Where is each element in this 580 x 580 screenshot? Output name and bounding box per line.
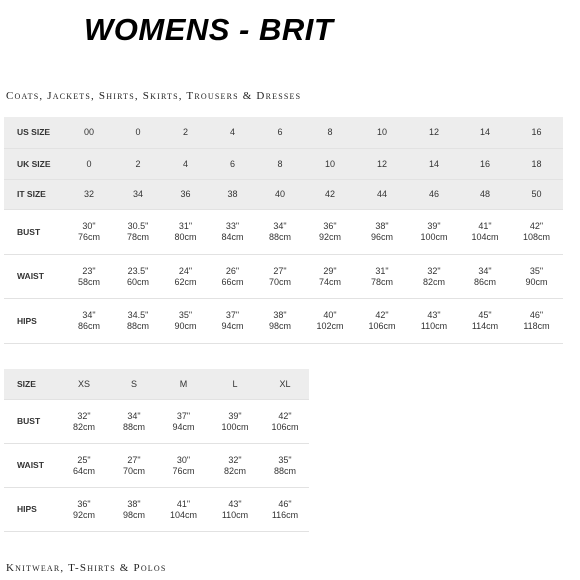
cell-value: 00	[83, 127, 94, 138]
table-cell	[256, 254, 304, 298]
table-cell	[356, 298, 408, 343]
row-label: WAIST	[4, 254, 64, 298]
table-cell	[261, 443, 309, 487]
cell-value: 0	[135, 127, 141, 138]
table-cell	[356, 117, 408, 148]
table-cell	[408, 179, 460, 209]
cell-value-secondary: 92cm	[72, 509, 95, 520]
cell-value-secondary: 88cm	[268, 232, 291, 242]
cell-value: 40	[274, 189, 285, 199]
cell-value: 16	[531, 127, 542, 138]
cell-value: XL	[279, 378, 291, 389]
cell-value: 34.5"	[127, 310, 149, 320]
cell-value-secondary: 76cm	[172, 465, 195, 476]
table-cell	[510, 117, 563, 148]
table-cell	[510, 148, 563, 179]
cell-value: 10	[324, 158, 335, 169]
table-cell	[510, 209, 563, 254]
row-label: BUST	[4, 399, 58, 443]
row-label: WAIST	[4, 443, 58, 487]
cell-value: 6	[277, 127, 283, 138]
cell-value-secondary: 94cm	[221, 321, 244, 331]
cell-value: 42"	[529, 221, 544, 231]
cell-value: 30.5"	[127, 221, 149, 231]
table-cell	[304, 117, 356, 148]
cell-value-secondary: 98cm	[268, 321, 291, 331]
cell-value-secondary: 86cm	[473, 276, 496, 287]
table-row	[4, 254, 563, 298]
cell-value: 26"	[225, 265, 240, 276]
cell-value: 23.5"	[127, 265, 149, 276]
table-cell	[209, 179, 256, 209]
cell-value: S	[130, 378, 137, 389]
table-cell	[158, 369, 209, 399]
cell-value: 36"	[323, 221, 337, 231]
row-label: BUST	[4, 209, 64, 254]
table-cell	[356, 179, 408, 209]
table-cell	[256, 179, 304, 209]
table-row	[4, 117, 563, 148]
cell-value-secondary: 104cm	[471, 232, 499, 242]
table-row	[4, 148, 563, 179]
cell-value-secondary: 110cm	[420, 321, 448, 331]
table-cell	[162, 179, 209, 209]
size-table-coats	[4, 117, 563, 344]
cell-value: 43"	[427, 310, 441, 320]
cell-value: 41"	[478, 221, 492, 231]
table-cell	[209, 254, 256, 298]
cell-value-secondary: 66cm	[221, 276, 244, 287]
cell-value: 4	[182, 158, 188, 169]
cell-value: L	[232, 378, 238, 389]
cell-value: 34"	[273, 221, 287, 231]
cell-value: 36"	[77, 498, 91, 509]
table-cell	[162, 148, 209, 179]
cell-value: 42"	[375, 310, 389, 320]
cell-value: 31"	[178, 221, 193, 231]
cell-value-secondary: 80cm	[174, 232, 197, 242]
table-cell	[256, 209, 304, 254]
cell-value-secondary: 106cm	[271, 421, 299, 432]
cell-value: 35"	[278, 454, 292, 465]
cell-value: 23"	[82, 265, 96, 276]
section-heading-knitwear: Knitwear, T-Shirts & Polos	[6, 562, 167, 574]
table-cell	[110, 369, 158, 399]
cell-value-secondary: 108cm	[522, 232, 550, 242]
cell-value: 24"	[178, 265, 193, 276]
table-cell	[114, 179, 162, 209]
cell-value: 30"	[176, 454, 191, 465]
cell-value-secondary: 86cm	[77, 321, 100, 331]
cell-value: 41"	[176, 498, 191, 509]
table-cell	[158, 487, 209, 531]
cell-value: 34"	[82, 310, 96, 320]
cell-value-secondary: 84cm	[221, 232, 244, 242]
table-cell	[304, 209, 356, 254]
table-cell	[110, 487, 158, 531]
cell-value: 50	[531, 189, 542, 199]
cell-value-secondary: 78cm	[370, 276, 393, 287]
cell-value: 32"	[228, 454, 242, 465]
table-cell	[158, 399, 209, 443]
cell-value-secondary: 114cm	[471, 321, 499, 331]
cell-value: 32"	[427, 265, 441, 276]
cell-value: 42	[324, 189, 335, 199]
table-cell	[256, 148, 304, 179]
cell-value: 2	[182, 127, 188, 138]
cell-value: 12	[428, 127, 439, 138]
cell-value: 14	[479, 127, 490, 138]
table-cell	[58, 443, 110, 487]
cell-value-secondary: 88cm	[126, 321, 149, 331]
table-row	[4, 443, 309, 487]
cell-value-secondary: 58cm	[77, 276, 100, 287]
cell-value: 2	[135, 158, 141, 169]
table-row	[4, 209, 563, 254]
cell-value: 37"	[176, 410, 191, 421]
table-cell	[460, 209, 510, 254]
cell-value: M	[179, 378, 188, 389]
cell-value-secondary: 82cm	[422, 276, 445, 287]
table-cell	[460, 298, 510, 343]
page-title: WOMENS - BRIT	[84, 12, 334, 47]
table-cell	[256, 117, 304, 148]
cell-value: 38	[227, 189, 238, 199]
table-cell	[209, 487, 261, 531]
cell-value-secondary: 64cm	[72, 465, 95, 476]
table-cell	[209, 298, 256, 343]
table-cell	[64, 117, 114, 148]
cell-value: 25"	[77, 454, 91, 465]
table-cell	[261, 399, 309, 443]
cell-value: 35"	[178, 310, 193, 320]
cell-value-secondary: 70cm	[122, 465, 145, 476]
table-row	[4, 487, 309, 531]
table-cell	[304, 179, 356, 209]
cell-value: 32"	[77, 410, 91, 421]
cell-value: 16	[479, 158, 490, 169]
row-label: HIPS	[4, 298, 64, 343]
cell-value-secondary: 100cm	[420, 232, 448, 242]
cell-value-secondary: 88cm	[122, 421, 145, 432]
cell-value: 0	[86, 158, 92, 169]
table-cell	[58, 487, 110, 531]
cell-value: 46"	[529, 310, 544, 320]
table-cell	[162, 117, 209, 148]
table-cell	[209, 209, 256, 254]
cell-value-secondary: 100cm	[221, 421, 249, 432]
table-row	[4, 369, 309, 399]
table-cell	[256, 298, 304, 343]
table-cell	[158, 443, 209, 487]
cell-value: 37"	[225, 310, 240, 320]
cell-value-secondary: 106cm	[368, 321, 396, 331]
table-cell	[114, 117, 162, 148]
table-cell	[209, 148, 256, 179]
table-cell	[114, 254, 162, 298]
table-cell	[408, 148, 460, 179]
table-cell	[408, 298, 460, 343]
table-cell	[408, 209, 460, 254]
cell-value-secondary: 96cm	[370, 232, 393, 242]
cell-value: 45"	[478, 310, 492, 320]
cell-value-secondary: 74cm	[318, 276, 341, 287]
cell-value: 33"	[225, 221, 240, 231]
cell-value: 46	[428, 189, 439, 199]
cell-value: 6	[229, 158, 235, 169]
table-cell	[162, 209, 209, 254]
table-row	[4, 399, 309, 443]
cell-value-secondary: 76cm	[77, 232, 100, 242]
cell-value-secondary: 78cm	[126, 232, 149, 242]
table-cell	[304, 148, 356, 179]
cell-value: 4	[229, 127, 235, 138]
cell-value: 27"	[273, 265, 287, 276]
table-cell	[356, 254, 408, 298]
cell-value-secondary: 104cm	[169, 509, 197, 520]
cell-value-secondary: 60cm	[126, 276, 149, 287]
cell-value: 18	[531, 158, 542, 169]
cell-value: 48	[479, 189, 490, 199]
section-heading-coats: Coats, Jackets, Shirts, Skirts, Trousers & Dresses	[6, 90, 302, 102]
row-label: SIZE	[4, 369, 58, 399]
cell-value: 46"	[278, 498, 292, 509]
table-cell	[261, 369, 309, 399]
cell-value-secondary: 98cm	[122, 509, 145, 520]
table-cell	[64, 298, 114, 343]
row-label: HIPS	[4, 487, 58, 531]
table-cell	[356, 148, 408, 179]
cell-value: 42"	[278, 410, 292, 421]
cell-value: 43"	[228, 498, 242, 509]
cell-value: 8	[277, 158, 283, 169]
table-cell	[58, 369, 110, 399]
cell-value-secondary: 102cm	[316, 321, 344, 331]
cell-value: 44	[376, 189, 387, 199]
cell-value-secondary: 70cm	[268, 276, 291, 287]
table-cell	[304, 254, 356, 298]
table-cell	[408, 254, 460, 298]
table-cell	[114, 148, 162, 179]
table-cell	[209, 117, 256, 148]
table-cell	[304, 298, 356, 343]
table-cell	[114, 298, 162, 343]
row-label: UK SIZE	[4, 148, 64, 179]
cell-value-secondary: 88cm	[273, 465, 296, 476]
row-label: US SIZE	[4, 117, 64, 148]
table-cell	[460, 254, 510, 298]
cell-value: 40"	[323, 310, 337, 320]
table-cell	[58, 399, 110, 443]
cell-value-secondary: 116cm	[271, 509, 299, 520]
table-cell	[110, 399, 158, 443]
cell-value-secondary: 82cm	[223, 465, 246, 476]
cell-value-secondary: 94cm	[172, 421, 195, 432]
cell-value: 39"	[427, 221, 441, 231]
table-cell	[64, 254, 114, 298]
cell-value: XS	[77, 378, 90, 389]
table-cell	[110, 443, 158, 487]
table-cell	[64, 148, 114, 179]
cell-value: 14	[428, 158, 439, 169]
cell-value: 27"	[127, 454, 141, 465]
cell-value: 34"	[478, 265, 492, 276]
cell-value: 36	[180, 189, 191, 199]
cell-value: 38"	[273, 310, 287, 320]
table-cell	[460, 148, 510, 179]
table-cell	[460, 179, 510, 209]
table-cell	[510, 254, 563, 298]
cell-value-secondary: 90cm	[174, 321, 197, 331]
cell-value: 34	[132, 189, 143, 199]
table-cell	[209, 369, 261, 399]
cell-value-secondary: 92cm	[318, 232, 341, 242]
table-cell	[510, 298, 563, 343]
table-cell	[356, 209, 408, 254]
table-cell	[408, 117, 460, 148]
cell-value: 38"	[375, 221, 389, 231]
table-row	[4, 298, 563, 343]
cell-value-secondary: 110cm	[221, 509, 249, 520]
cell-value: 12	[376, 158, 387, 169]
cell-value-secondary: 82cm	[72, 421, 95, 432]
cell-value: 30"	[82, 221, 96, 231]
cell-value-secondary: 90cm	[525, 276, 548, 287]
table-cell	[162, 254, 209, 298]
cell-value: 39"	[228, 410, 242, 421]
table-cell	[510, 179, 563, 209]
cell-value-secondary: 118cm	[523, 321, 550, 331]
cell-value: 8	[327, 127, 333, 138]
cell-value: 34"	[127, 410, 141, 421]
row-label: IT SIZE	[4, 179, 64, 209]
size-table-knitwear	[4, 369, 309, 532]
table-cell	[114, 209, 162, 254]
cell-value-secondary: 62cm	[174, 276, 197, 287]
cell-value: 35"	[529, 265, 544, 276]
table-cell	[209, 399, 261, 443]
table-cell	[64, 209, 114, 254]
table-cell	[64, 179, 114, 209]
table-row	[4, 179, 563, 209]
cell-value: 38"	[127, 498, 141, 509]
cell-value: 31"	[375, 265, 389, 276]
cell-value: 10	[376, 127, 387, 138]
table-cell	[261, 487, 309, 531]
table-cell	[209, 443, 261, 487]
table-cell	[460, 117, 510, 148]
cell-value: 32	[83, 189, 94, 199]
table-cell	[162, 298, 209, 343]
cell-value: 29"	[323, 265, 337, 276]
